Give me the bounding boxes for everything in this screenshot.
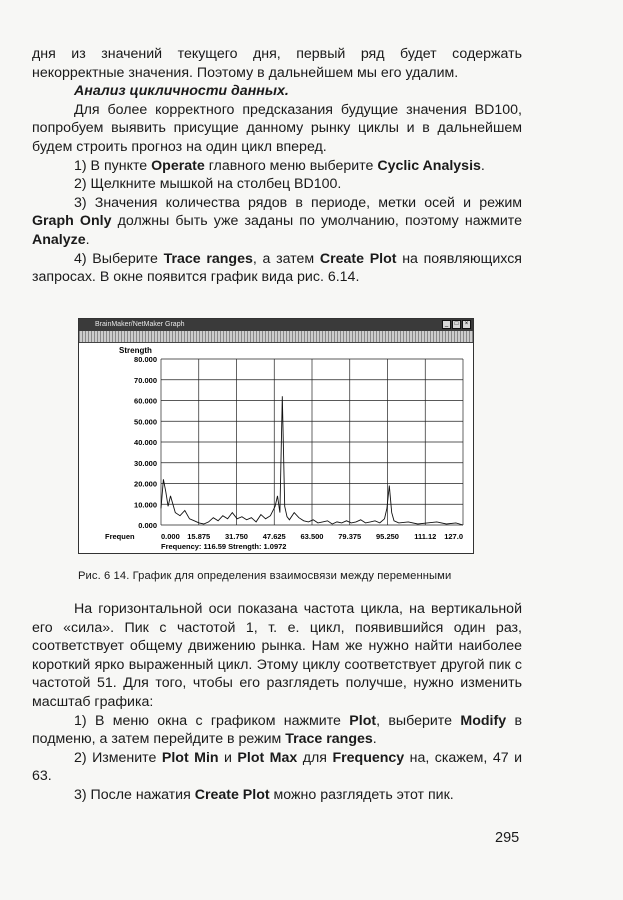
- step-4: 4) Выберите Trace ranges, а затем Create Plot на появляющихся запросах. В окне появится график вида рис. 6.14.: [32, 250, 522, 286]
- x-tick-label: 111.12: [414, 532, 437, 541]
- x-tick-label: 0.000: [161, 532, 180, 541]
- step-b3: 3) После нажатия Create Plot можно разглядеть этот пик.: [74, 786, 454, 803]
- x-tick-label: 15.875: [187, 532, 211, 541]
- window-titlebar: [79, 319, 473, 331]
- step-2: 2) Щелкните мышкой на столбец BD100.: [74, 176, 342, 193]
- x-tick-label: 127.0: [444, 532, 463, 541]
- x-tick-labels: [161, 532, 463, 541]
- x-tick-label: 47.625: [262, 532, 286, 541]
- y-tick-label: 40.000: [134, 438, 157, 447]
- x-tick-label: 79.375: [338, 532, 362, 541]
- y-tick-label: 50.000: [134, 417, 157, 427]
- window-title: BrainMaker/NetMaker Graph: [95, 321, 185, 328]
- page-number: 295: [495, 830, 520, 846]
- step-b2: 2) Измените Plot Min и Plot Max для Frequency на, скажем, 47 и 63.: [32, 749, 522, 785]
- window-menubar: [79, 331, 473, 343]
- step-1: 1) В пункте Operate главного меню выберите Cyclic Analysis.: [74, 157, 485, 174]
- minimize-icon: _: [442, 320, 451, 329]
- top-text: [32, 45, 522, 287]
- step-b1: 1) В меню окна с графиком нажмите Plot, выберите Modify в подменю, а затем перейдите в режим Trace ranges.: [32, 712, 523, 748]
- x-tick-label: 63.500: [300, 532, 324, 541]
- y-tick-label: 0.000: [138, 521, 157, 530]
- bottom-text: [32, 600, 522, 805]
- paragraph-continued: дня из значений текущего дня, первый ряд будет содержать некорректные значения. Поэтому в дальнейшем мы его удалим.: [32, 46, 522, 81]
- y-axis-label: Strength: [119, 346, 152, 355]
- step-3: 3) Значения количества рядов в периоде, метки осей и режим Graph Only должны быть уже заданы по умолчанию, поэтому нажмите Analyze.: [32, 194, 522, 248]
- explanation-paragraph: На горизонтальной оси показана частота цикла, на вертикальной его «сила». Пик с частотой 1, т. е. цикл, появившийся один раз, соответствует общему движению рынка. Нам же нужно найти наиболее короткий ярко выраженный цикл. Этому циклу соответствует другой пик с частотой 51. Для того, чтобы его разглядеть получше, нужно изменить масштаб графика:: [32, 601, 522, 710]
- y-tick-label: 30.000: [134, 458, 157, 468]
- y-tick-labels: [134, 355, 157, 530]
- x-axis-label: Frequen: [105, 532, 135, 541]
- maximize-icon: □: [452, 320, 461, 329]
- intro-paragraph: Для более корректного предсказания будущие значения BD100, попробуем выявить присущие данному рынку циклы и в дальнейшем будем строить прогноз на один цикл вперед.: [32, 101, 522, 155]
- y-tick-label: 10.000: [134, 500, 157, 510]
- x-tick-label: 95.250: [376, 532, 399, 541]
- readout-text: Frequency: 116.59 Strength: 1.0972: [161, 542, 287, 551]
- grid-lines: [161, 359, 463, 525]
- cyclic-analysis-chart: [79, 343, 473, 553]
- figure-caption: Рис. 6 14. График для определения взаимосвязи между переменными: [78, 570, 452, 582]
- y-tick-label: 60.000: [134, 396, 157, 406]
- close-icon: ×: [462, 320, 471, 329]
- section-heading: Анализ цикличности данных.: [74, 83, 289, 100]
- y-tick-label: 20.000: [134, 479, 157, 489]
- y-tick-label: 80.000: [134, 355, 157, 364]
- graph-window-screenshot: [78, 318, 474, 554]
- x-tick-label: 31.750: [225, 532, 248, 541]
- y-tick-label: 70.000: [134, 375, 157, 385]
